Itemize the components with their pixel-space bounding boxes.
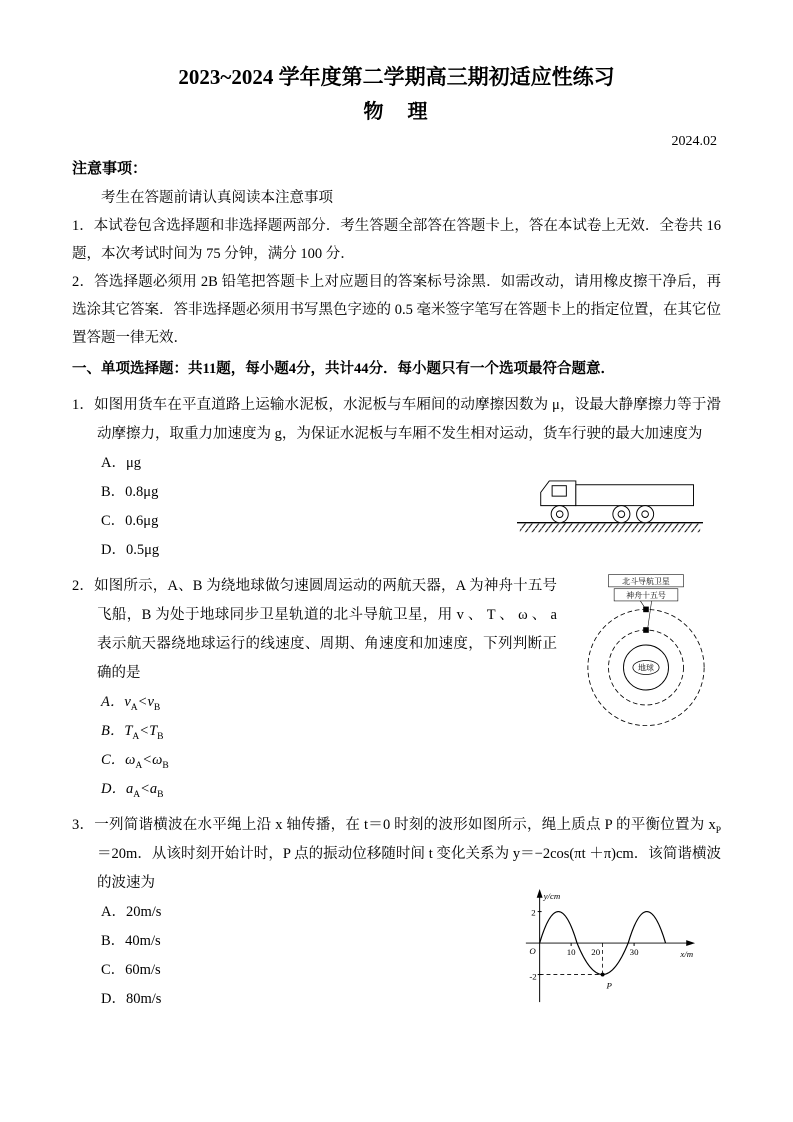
question-3-body-text-1: 一列简谐横波在水平绳上沿 x 轴传播，在 t＝0 时刻的波形如图所示，绳上质点 P 的平衡位置为 x	[94, 817, 716, 833]
option-d-text2: <a	[140, 781, 158, 797]
x-axis-label: x/m	[680, 948, 694, 959]
question-2-option-d	[101, 775, 721, 804]
question-2-body-text: 如图所示，A、B 为绕地球做匀速圆周运动的两航天器，A 为神舟十五号飞船，B 为处于地球同步卫星轨道的北斗导航卫星，用 v 、 T 、 ω 、 a 表示航天器绕地球运行的线速度、周期、角速度和加速度，下列判断正确的是	[94, 578, 558, 681]
section-heading: 一、单项选择题：共11题，每小题4分，共计44分．每小题只有一个选项最符合题意．	[72, 361, 615, 377]
question-3-text	[72, 811, 721, 898]
option-a-sub2: B	[153, 702, 161, 713]
y-axis-label: y/cm	[543, 890, 561, 901]
question-3-option-b: B．40m/s	[101, 933, 161, 949]
notice-heading: 注意事项：	[72, 161, 148, 177]
satellite-a-marker	[643, 627, 649, 633]
question-3-option-d: D．80m/s	[101, 991, 162, 1007]
truck-bed-slab	[576, 485, 694, 506]
question-1-body-text: 如图用货车在平直道路上运输水泥板，水泥板与车厢间的动摩擦因数为 μ，设最大静摩擦力等于滑动摩擦力，取重力加速度为 g，为保证水泥板与车厢不发生相对运动，货车行驶的最大加速度为	[94, 397, 721, 442]
ground-hatching	[520, 524, 700, 533]
question-3-body-text-2: ＝20m．从该时刻开始计时，P 点的振动位移随时间 t 变化关系为 y＝−2cos(πt ＋π)cm．该简谐横波的波速为	[97, 846, 721, 891]
option-b-sub2: B	[157, 731, 164, 742]
leader-line-inner	[648, 601, 652, 627]
truck-wheels	[551, 506, 653, 523]
option-c-sub1: A	[135, 760, 143, 771]
question-3-option-c: C．60m/s	[101, 962, 161, 978]
x-value-30: 30	[629, 946, 639, 957]
option-d-text: D．a	[101, 781, 134, 797]
question-1-option-a: A．μg	[101, 455, 141, 471]
option-c-text: C．ω	[101, 752, 136, 768]
y-value-neg2: -2	[529, 971, 537, 982]
option-b-text2: <T	[139, 723, 158, 739]
truck-illustration	[515, 443, 705, 536]
question-1-option-b: B．0.8μg	[101, 484, 159, 500]
wave-graph	[518, 886, 700, 1008]
y-axis-arrow	[537, 889, 543, 898]
wave-graph-figure	[518, 886, 700, 1018]
x-value-20: 20	[591, 946, 601, 957]
orbit-diagram	[571, 570, 721, 735]
question-3-option-a: A．20m/s	[101, 904, 162, 920]
option-b-text: B．T	[101, 723, 133, 739]
question-3-sub-p: P	[715, 825, 721, 836]
option-d-sub2: B	[157, 789, 164, 800]
orbit-figure	[571, 570, 721, 745]
beidou-satellite-label: 北斗导航卫星	[622, 577, 670, 587]
shenzhou-label: 神舟十五号	[626, 591, 666, 601]
truck-window	[552, 486, 566, 496]
question-1-option-c: C．0.6μg	[101, 513, 159, 529]
leader-line-outer	[640, 601, 644, 607]
option-a-sub1: A	[130, 702, 138, 713]
x-value-10: 10	[566, 946, 576, 957]
notice-item-2: 2．答选择题必须用 2B 铅笔把答题卡上对应题目的答案标号涂黑．如需改动，请用橡皮擦干净后，再选涂其它答案．答非选择题必须用书写黑色字迹的 0.5 毫米签字笔写在答题卡上的指定位置，在其它位置答题一律无效．	[72, 274, 721, 346]
option-d-sub1: A	[133, 789, 141, 800]
exam-subject: 物 理	[363, 101, 430, 123]
question-2-option-c	[101, 746, 721, 775]
question-1-option-d: D．0.5μg	[101, 542, 160, 558]
option-a-text: A．v	[101, 694, 131, 710]
option-c-text2: <ω	[142, 752, 163, 768]
option-b-sub1: A	[132, 731, 140, 742]
option-c-sub2: B	[162, 760, 169, 771]
notice-intro: 考生在答题前请认真阅读本注意事项	[101, 190, 333, 206]
point-p-dot	[601, 973, 605, 977]
satellite-b-marker	[643, 607, 649, 613]
earth-label: 地球	[638, 663, 654, 673]
x-axis-arrow	[686, 940, 695, 946]
question-2-number: 2．	[72, 578, 95, 594]
exam-date: 2024.02	[671, 134, 717, 149]
question-3	[72, 811, 721, 1014]
notice-item-1: 1．本试卷包含选择题和非选择题两部分．考生答题全部答在答题卡上，答在本试卷上无效．全卷共 16 题，本次考试时间为 75 分钟，满分 100 分．	[72, 218, 721, 262]
truck-figure	[515, 443, 705, 546]
question-1-number: 1．	[72, 397, 95, 413]
option-a-text2: <v	[137, 694, 154, 710]
y-value-2: 2	[531, 907, 536, 918]
question-3-number: 3．	[72, 817, 95, 833]
exam-title: 2023~2024 学年度第二学期高三期初适应性练习	[178, 65, 615, 89]
origin-label: O	[529, 945, 536, 956]
question-2	[72, 572, 721, 804]
question-1	[72, 391, 721, 565]
question-1-text	[72, 391, 721, 449]
point-p-label: P	[606, 980, 612, 991]
